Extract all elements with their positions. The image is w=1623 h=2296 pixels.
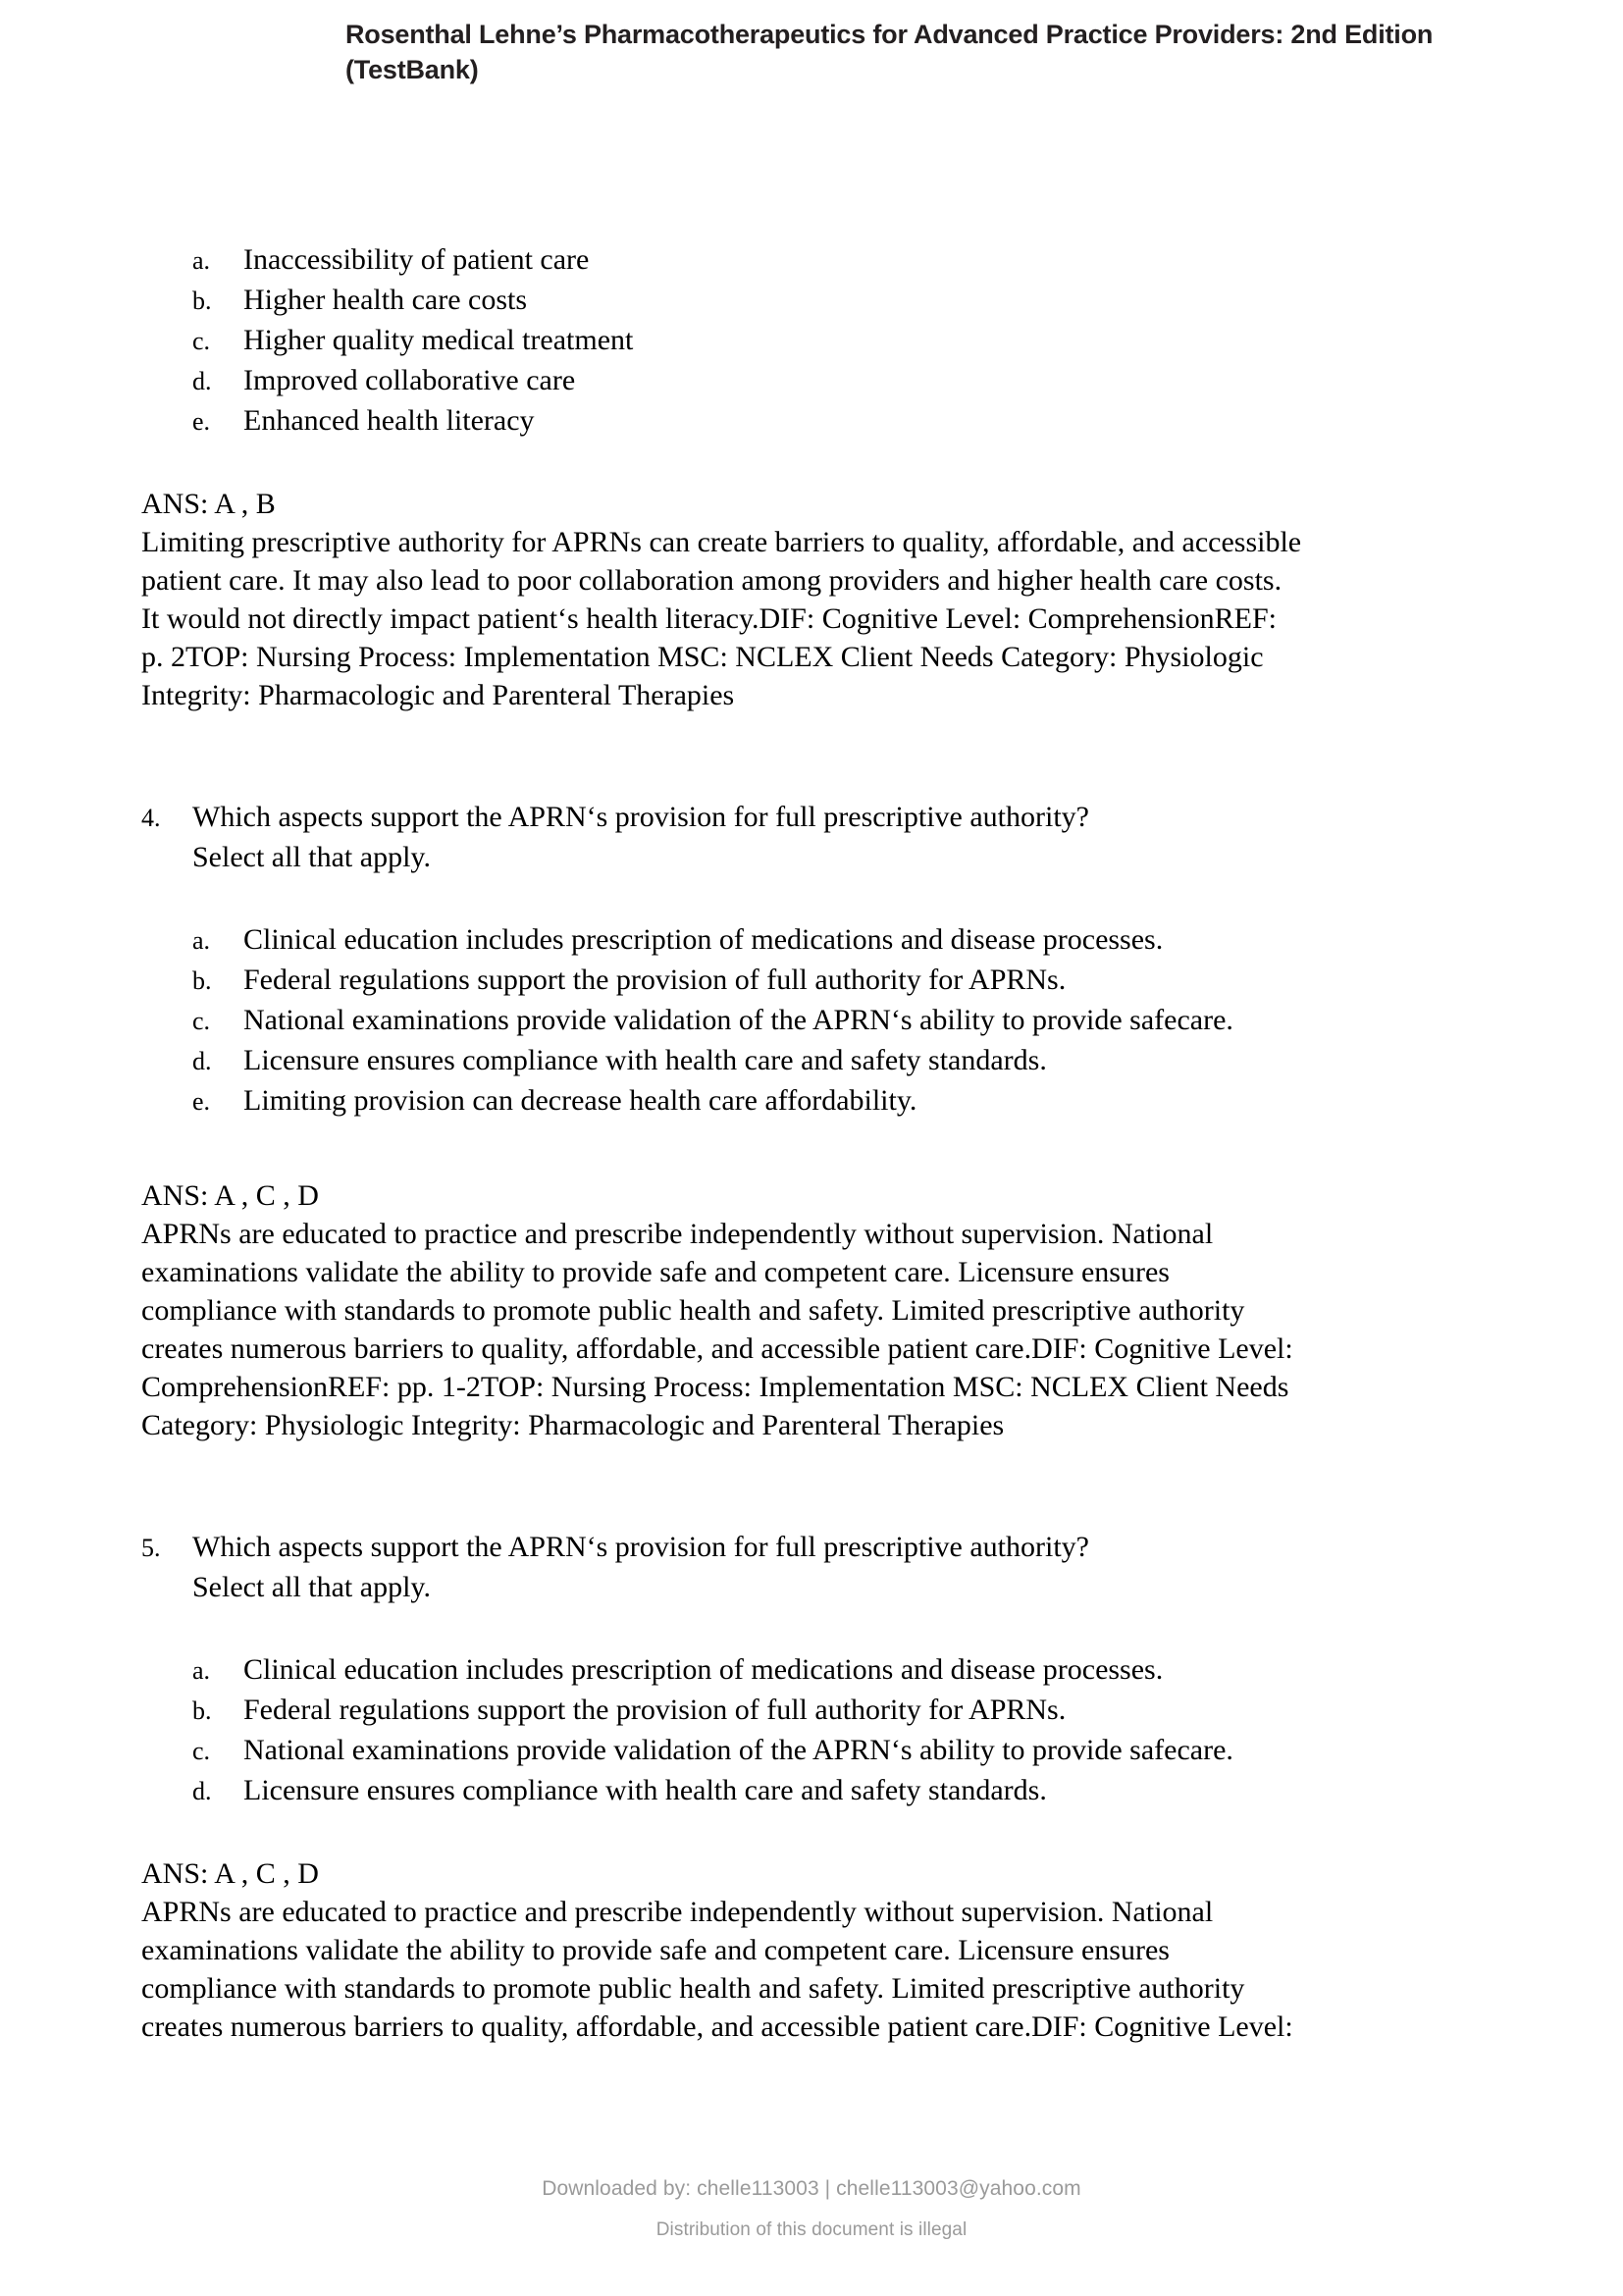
- rationale-line: APRNs are educated to practice and prescribe independently without supervision. National: [141, 1218, 1214, 1250]
- option-marker: d.: [192, 1047, 212, 1075]
- option-marker: a.: [192, 1656, 211, 1685]
- question-stem-line: Select all that apply.: [192, 841, 431, 873]
- rationale-line: creates numerous barriers to quality, affordable, and accessible patient care.DIF: Cognitive Level:: [141, 1332, 1293, 1365]
- answer-rationale: [141, 1893, 1415, 2046]
- list-item: [192, 1001, 1478, 1041]
- list-item: [192, 961, 1478, 1001]
- option-text: Clinical education includes prescription of medications and disease processes.: [243, 1653, 1164, 1686]
- question-stem: [192, 797, 1478, 877]
- rationale-line: compliance with standards to promote public health and safety. Limited prescriptive authority: [141, 1294, 1245, 1327]
- question-stem: [192, 1527, 1478, 1607]
- list-item: [192, 1691, 1478, 1731]
- option-marker: a.: [192, 246, 211, 275]
- option-marker: b.: [192, 287, 212, 315]
- option-marker: c.: [192, 1007, 211, 1035]
- document-body: [141, 240, 1478, 2046]
- list-item: [192, 401, 1478, 442]
- answer-block-question-5: [141, 1854, 1478, 2046]
- option-list-question-3: [192, 240, 1478, 442]
- option-text: Limiting provision can decrease health care affordability.: [243, 1084, 917, 1117]
- option-text: Licensure ensures compliance with health care and safety standards.: [243, 1774, 1047, 1806]
- rationale-line: examinations validate the ability to provide safe and competent care. Licensure ensures: [141, 1934, 1170, 1966]
- rationale-line: patient care. It may also lead to poor collaboration among providers and higher health care costs.: [141, 564, 1283, 597]
- rationale-line: examinations validate the ability to provide safe and competent care. Licensure ensures: [141, 1256, 1170, 1288]
- option-text: Federal regulations support the provision of full authority for APRNs.: [243, 964, 1067, 996]
- rationale-line: compliance with standards to promote public health and safety. Limited prescriptive authority: [141, 1972, 1245, 2005]
- list-item: [192, 321, 1478, 361]
- answer-rationale: [141, 1215, 1415, 1444]
- option-text: Inaccessibility of patient care: [243, 243, 590, 276]
- option-text: Licensure ensures compliance with health care and safety standards.: [243, 1044, 1047, 1076]
- option-marker: c.: [192, 327, 211, 355]
- answer-label: ANS: A , B: [141, 488, 276, 520]
- answer-rationale: [141, 523, 1415, 714]
- option-marker: c.: [192, 1737, 211, 1765]
- page-title: Rosenthal Lehne’s Pharmacotherapeutics for Advanced Practice Providers: 2nd Edition (TestBank): [345, 20, 1434, 84]
- question-stem-line: Select all that apply.: [192, 1571, 431, 1603]
- page-footer: [0, 2177, 1623, 2241]
- question-5: [141, 1527, 1478, 1607]
- rationale-line: Category: Physiologic Integrity: Pharmacologic and Parenteral Therapies: [141, 1409, 1005, 1441]
- list-item: [192, 1650, 1478, 1691]
- question-stem-line: Which aspects support the APRN‘s provision for full prescriptive authority?: [192, 801, 1089, 833]
- list-item: [192, 281, 1478, 321]
- answer-block-question-3: [141, 485, 1478, 714]
- list-item: [192, 240, 1478, 281]
- list-item: [192, 920, 1478, 961]
- option-text: Enhanced health literacy: [243, 404, 535, 437]
- option-text: Higher health care costs: [243, 284, 528, 316]
- list-item: [192, 1081, 1478, 1122]
- option-text: National examinations provide validation of the APRN‘s ability to provide safecare.: [243, 1734, 1233, 1766]
- option-list-question-5: [192, 1650, 1478, 1811]
- answer-label: ANS: A , C , D: [141, 1857, 319, 1890]
- option-text: Higher quality medical treatment: [243, 324, 634, 356]
- rationale-line: Limiting prescriptive authority for APRNs can create barriers to quality, affordable, and accessible: [141, 526, 1302, 558]
- footer-downloaded-by: Downloaded by: chelle113003 | chelle113003@yahoo.com: [542, 2177, 1081, 2200]
- option-list-question-4: [192, 920, 1478, 1122]
- option-marker: e.: [192, 1087, 211, 1116]
- list-item: [192, 1771, 1478, 1811]
- rationale-line: Integrity: Pharmacologic and Parenteral Therapies: [141, 679, 735, 711]
- option-marker: e.: [192, 407, 211, 436]
- list-item: [192, 1731, 1478, 1771]
- rationale-line: It would not directly impact patient‘s health literacy.DIF: Cognitive Level: ComprehensionREF:: [141, 602, 1277, 635]
- list-item: [192, 1041, 1478, 1081]
- rationale-line: ComprehensionREF: pp. 1-2TOP: Nursing Process: Implementation MSC: NCLEX Client Needs: [141, 1371, 1289, 1403]
- rationale-line: APRNs are educated to practice and prescribe independently without supervision. National: [141, 1896, 1214, 1928]
- rationale-line: creates numerous barriers to quality, affordable, and accessible patient care.DIF: Cognitive Level:: [141, 2010, 1293, 2043]
- option-marker: d.: [192, 1777, 212, 1805]
- option-text: Improved collaborative care: [243, 364, 576, 396]
- question-stem-line: Which aspects support the APRN‘s provision for full prescriptive authority?: [192, 1531, 1089, 1563]
- option-text: Federal regulations support the provision of full authority for APRNs.: [243, 1694, 1067, 1726]
- option-marker: a.: [192, 926, 211, 955]
- question-number: 4.: [141, 804, 161, 832]
- answer-block-question-4: [141, 1176, 1478, 1444]
- option-marker: b.: [192, 1696, 212, 1725]
- option-text: Clinical education includes prescription of medications and disease processes.: [243, 923, 1164, 956]
- answer-label: ANS: A , C , D: [141, 1179, 319, 1212]
- option-marker: d.: [192, 367, 212, 395]
- question-4: [141, 797, 1478, 877]
- list-item: [192, 361, 1478, 401]
- footer-distribution-notice: Distribution of this document is illegal: [655, 2219, 968, 2240]
- option-marker: b.: [192, 966, 212, 995]
- rationale-line: p. 2TOP: Nursing Process: Implementation MSC: NCLEX Client Needs Category: Physiologic: [141, 641, 1264, 673]
- option-text: National examinations provide validation of the APRN‘s ability to provide safecare.: [243, 1004, 1233, 1036]
- question-number: 5.: [141, 1534, 161, 1562]
